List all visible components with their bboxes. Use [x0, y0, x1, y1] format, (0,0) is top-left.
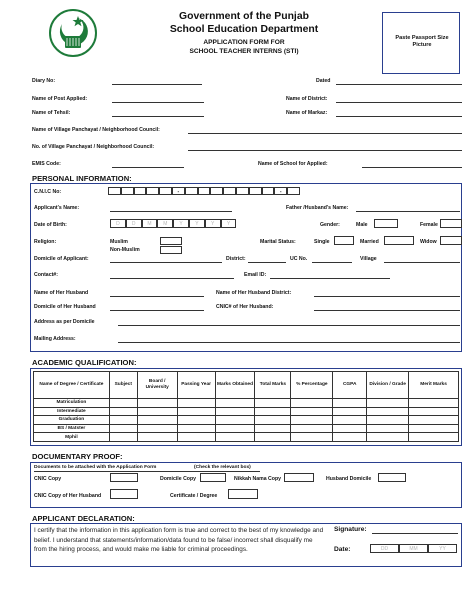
academic-input-cell[interactable]: [215, 433, 255, 442]
address-domicile-label: Address as per Domicile: [34, 319, 95, 325]
father-name-label: Father /Husband's Name:: [286, 205, 349, 211]
dob-digit-box[interactable]: D: [126, 219, 142, 228]
pi-district-label: District:: [226, 256, 246, 262]
tehsil-field[interactable]: [112, 116, 204, 117]
gender-label: Gender:: [320, 222, 340, 228]
certificate-degree-label: Certificate / Degree: [170, 493, 218, 499]
documents-intro: Documents to be attached with the Application Form: [34, 465, 157, 470]
personal-info-title: PERSONAL INFORMATION:: [32, 174, 132, 183]
academic-input-cell[interactable]: [255, 424, 291, 433]
academic-input-cell[interactable]: [177, 416, 215, 425]
markaz-label: Name of Markaz:: [286, 110, 328, 116]
dob-digit-box[interactable]: M: [142, 219, 158, 228]
academic-input-cell[interactable]: [109, 416, 137, 425]
domicile-copy-checkbox[interactable]: [200, 473, 226, 482]
table-row: [34, 399, 459, 408]
husband-domicile-field[interactable]: [110, 310, 204, 311]
village-council-no-field[interactable]: [188, 150, 462, 151]
academic-input-cell[interactable]: [137, 407, 177, 416]
degree-name-cell: Graduation: [34, 416, 110, 425]
uc-no-field[interactable]: [312, 262, 352, 263]
dated-label: Dated: [316, 78, 331, 84]
academic-input-cell[interactable]: [255, 399, 291, 408]
academic-input-cell[interactable]: [137, 399, 177, 408]
academic-header-cell: Merit Marks: [409, 372, 459, 399]
cnic-digit-box[interactable]: [249, 187, 262, 195]
academic-input-cell[interactable]: [215, 424, 255, 433]
husband-name-label: Name of Her Husband: [34, 290, 89, 296]
academic-input-cell[interactable]: [215, 407, 255, 416]
diary-no-field[interactable]: [112, 84, 202, 85]
village-council-no-label: No. of Village Panchayat / Neighborhood Council:: [32, 144, 155, 150]
cnic-dash: -: [274, 187, 287, 195]
academic-table: [33, 371, 459, 442]
academic-input-cell[interactable]: [367, 433, 409, 442]
academic-input-cell[interactable]: [367, 424, 409, 433]
cnic-digit-box[interactable]: [134, 187, 147, 195]
table-row: [34, 407, 459, 416]
table-row: [34, 433, 459, 442]
address-domicile-field[interactable]: [118, 325, 460, 326]
diary-no-label: Diary No:: [32, 78, 56, 84]
non-muslim-label: Non-Muslim: [110, 247, 140, 253]
academic-input-cell[interactable]: [291, 407, 333, 416]
academic-input-cell[interactable]: [137, 416, 177, 425]
table-row: [34, 416, 459, 425]
muslim-checkbox[interactable]: [160, 237, 182, 245]
cnic-dash: -: [172, 187, 185, 195]
academic-input-cell[interactable]: [291, 399, 333, 408]
post-applied-field[interactable]: [112, 102, 204, 103]
marital-status-label: Marital Status:: [260, 239, 296, 245]
cnic-digit-box[interactable]: [159, 187, 172, 195]
declaration-date-label: Date:: [334, 546, 351, 553]
husband-domicile-checkbox[interactable]: [378, 473, 406, 482]
header-line3: APPLICATION FORM FOR: [203, 39, 285, 46]
dob-digit-box[interactable]: Y: [189, 219, 205, 228]
nikkah-nama-label: Nikkah Nama Copy: [234, 476, 281, 482]
academic-header-cell: Subject: [109, 372, 137, 399]
husband-name-field[interactable]: [110, 296, 204, 297]
academic-header-cell: CGPA: [333, 372, 367, 399]
academic-input-cell[interactable]: [291, 416, 333, 425]
academic-input-cell[interactable]: [409, 416, 459, 425]
applicant-name-label: Applicant's Name:: [34, 205, 80, 211]
passport-photo-box[interactable]: [382, 12, 460, 74]
village-label: Village: [360, 256, 377, 262]
documents-check-hint: (Check the relevant box): [194, 465, 251, 470]
father-name-field[interactable]: [356, 211, 460, 212]
female-checkbox[interactable]: [440, 219, 462, 228]
academic-input-cell[interactable]: [255, 407, 291, 416]
cnic-digit-box[interactable]: [185, 187, 198, 195]
personal-info-section: [30, 183, 462, 352]
academic-input-cell[interactable]: [333, 433, 367, 442]
academic-input-cell[interactable]: [333, 424, 367, 433]
academic-input-cell[interactable]: [177, 399, 215, 408]
pi-district-field[interactable]: [248, 262, 286, 263]
cnic-digit-box[interactable]: [210, 187, 223, 195]
cnic-label: C.N.I.C No:: [34, 189, 62, 195]
muslim-label: Muslim: [110, 239, 128, 245]
domicile-label: Domicile of Applicant:: [34, 256, 89, 262]
academic-input-cell[interactable]: [409, 433, 459, 442]
academic-input-cell[interactable]: [215, 399, 255, 408]
signature-label: Signature:: [334, 526, 367, 533]
academic-input-cell[interactable]: [409, 424, 459, 433]
emis-code-field[interactable]: [112, 167, 184, 168]
cnic-digit-box[interactable]: [121, 187, 134, 195]
declaration-date-box[interactable]: DD: [370, 544, 399, 553]
domicile-copy-label: Domicile Copy: [160, 476, 197, 482]
academic-input-cell[interactable]: [291, 433, 333, 442]
academic-input-cell[interactable]: [137, 433, 177, 442]
academic-input-cell[interactable]: [333, 407, 367, 416]
dob-digit-box[interactable]: Y: [221, 219, 237, 228]
degree-name-cell: Matriculation: [34, 399, 110, 408]
married-label: Married: [360, 239, 379, 245]
dob-digit-box[interactable]: D: [110, 219, 126, 228]
cnic-copy-label: CNIC Copy: [34, 476, 62, 482]
academic-input-cell[interactable]: [333, 416, 367, 425]
signature-field[interactable]: [372, 533, 458, 534]
village-council-field[interactable]: [188, 133, 462, 134]
dob-digit-box[interactable]: Y: [205, 219, 221, 228]
female-label: Female: [420, 222, 438, 228]
religion-label: Religion:: [34, 239, 57, 245]
widow-label: Widow: [420, 239, 437, 245]
declaration-title: APPLICANT DECLARATION:: [32, 514, 135, 523]
cnic-digit-box[interactable]: [198, 187, 211, 195]
passport-photo-label: Paste Passport Size Picture: [395, 35, 449, 48]
academic-input-cell[interactable]: [177, 433, 215, 442]
husband-cnic-copy-label: CNIC Copy of Her Husband: [34, 493, 102, 499]
cnic-digit-box[interactable]: [146, 187, 159, 195]
documents-intro-underline: [34, 471, 260, 472]
district-field[interactable]: [336, 102, 462, 103]
academic-title: ACADEMIC QUALIFICATION:: [32, 358, 137, 367]
mailing-address-label: Mailing Address:: [34, 336, 76, 342]
academic-input-cell[interactable]: [367, 416, 409, 425]
degree-name-cell: BS / Matster: [34, 424, 110, 433]
academic-header-cell: Total Marks: [255, 372, 291, 399]
nikkah-nama-checkbox[interactable]: [284, 473, 314, 482]
school-applied-field[interactable]: [362, 167, 462, 168]
dob-digit-box[interactable]: M: [157, 219, 173, 228]
husband-cnic-field[interactable]: [314, 310, 460, 311]
academic-input-cell[interactable]: [291, 424, 333, 433]
header-line1: Government of the Punjab: [179, 11, 309, 22]
single-checkbox[interactable]: [334, 236, 354, 245]
degree-name-cell: Intermediate: [34, 407, 110, 416]
declaration-date-box[interactable]: MM: [399, 544, 428, 553]
academic-header-cell: % Percentage: [291, 372, 333, 399]
dated-field[interactable]: [336, 84, 462, 85]
non-muslim-checkbox[interactable]: [160, 246, 182, 254]
married-checkbox[interactable]: [384, 236, 414, 245]
post-applied-label: Name of Post Applied:: [32, 96, 88, 102]
academic-header-row: [34, 372, 459, 399]
cnic-digit-box[interactable]: [287, 187, 300, 195]
husband-district-label: Name of Her Husband District:: [216, 290, 292, 296]
district-label: Name of District:: [286, 96, 328, 102]
academic-input-cell[interactable]: [367, 399, 409, 408]
uc-no-label: UC No.: [290, 256, 308, 262]
documentary-title: DOCUMENTARY PROOF:: [32, 452, 123, 461]
tehsil-label: Name of Tehsil:: [32, 110, 71, 116]
academic-input-cell[interactable]: [109, 407, 137, 416]
male-checkbox[interactable]: [374, 219, 398, 228]
contact-field[interactable]: [110, 278, 234, 279]
domicile-field[interactable]: [110, 262, 222, 263]
husband-cnic-copy-checkbox[interactable]: [110, 489, 138, 499]
cnic-copy-checkbox[interactable]: [110, 473, 138, 482]
academic-input-cell[interactable]: [409, 399, 459, 408]
declaration-text: I certify that the information in this application form is true and correct to the best of my knowledge and belief. I understand that statements/information/data found to be false/ incorrect shall disqualify me from the hiring process, and would make me liable for criminal proceedings.: [34, 527, 324, 554]
academic-input-cell[interactable]: [137, 424, 177, 433]
academic-input-cell[interactable]: [333, 399, 367, 408]
husband-cnic-label: CNIC# of Her Husband:: [216, 304, 274, 310]
dob-digit-box[interactable]: Y: [173, 219, 189, 228]
emis-code-label: EMIS Code:: [32, 161, 61, 167]
single-label: Single: [314, 239, 330, 245]
academic-header-cell: Board / University: [137, 372, 177, 399]
academic-input-cell[interactable]: [109, 433, 137, 442]
cnic-digit-box[interactable]: [108, 187, 121, 195]
header-line2: School Education Department: [169, 24, 319, 35]
academic-input-cell[interactable]: [109, 399, 137, 408]
village-council-label: Name of Village Panchayat / Neighborhood Council:: [32, 127, 160, 133]
degree-name-cell: Mphil: [34, 433, 110, 442]
academic-input-cell[interactable]: [409, 407, 459, 416]
cnic-digit-box[interactable]: [223, 187, 236, 195]
academic-input-cell[interactable]: [177, 424, 215, 433]
cnic-digit-box[interactable]: [262, 187, 275, 195]
email-label: Email ID:: [244, 272, 267, 278]
widow-checkbox[interactable]: [440, 236, 462, 245]
markaz-field[interactable]: [336, 116, 462, 117]
table-row: [34, 424, 459, 433]
academic-input-cell[interactable]: [255, 416, 291, 425]
email-field[interactable]: [270, 278, 390, 279]
header-line4: SCHOOL TEACHER INTERNS (STI): [189, 48, 299, 55]
academic-header-cell: Passing Year: [177, 372, 215, 399]
academic-input-cell[interactable]: [109, 424, 137, 433]
husband-domicile-label: Domicile of Her Husband: [34, 304, 96, 310]
mailing-address-field[interactable]: [118, 342, 460, 343]
academic-input-cell[interactable]: [215, 416, 255, 425]
certificate-degree-checkbox[interactable]: [228, 489, 258, 499]
village-field[interactable]: [384, 262, 460, 263]
declaration-date-box[interactable]: YY: [428, 544, 457, 553]
punjab-logo: [48, 8, 98, 58]
school-applied-label: Name of School for Applied:: [258, 161, 328, 167]
husband-domicile-doc-label: Husband Domicile: [326, 476, 372, 482]
academic-header-cell: Name of Degree / Certificate: [34, 372, 110, 399]
cnic-digit-box[interactable]: [236, 187, 249, 195]
academic-input-cell[interactable]: [367, 407, 409, 416]
academic-input-cell[interactable]: [255, 433, 291, 442]
husband-district-field[interactable]: [314, 296, 460, 297]
applicant-name-field[interactable]: [110, 211, 232, 212]
academic-header-cell: Division / Grade: [367, 372, 409, 399]
contact-label: Contact#:: [34, 272, 58, 278]
dob-label: Date of Birth:: [34, 222, 67, 228]
academic-input-cell[interactable]: [177, 407, 215, 416]
male-label: Male: [356, 222, 368, 228]
academic-header-cell: Marks Obtained: [215, 372, 255, 399]
